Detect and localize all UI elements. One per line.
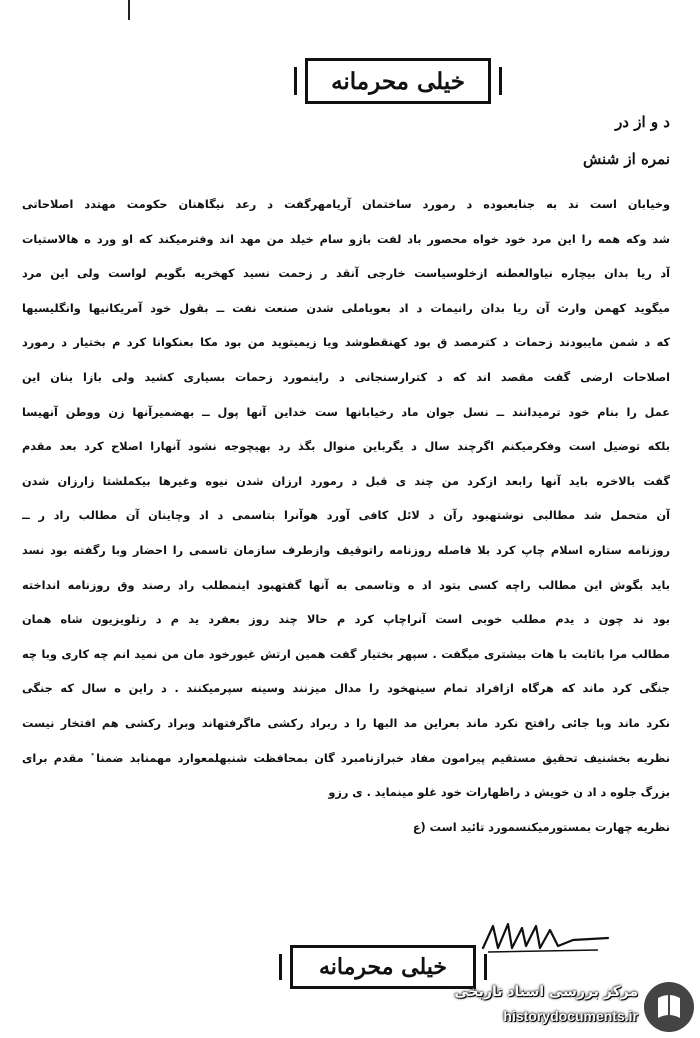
date-line: د و از در	[615, 113, 670, 131]
scan-mark	[128, 0, 130, 20]
body-line: آن متحمل شد مطالبی نوشتهبود رآن د لائل کافی آورد هوآنرا بتاسمی د اد وچاینان آن مطالب راد ر ــ	[22, 509, 670, 523]
archive-watermark	[410, 980, 700, 1038]
body-line: نظریه چهارت بمستورمیکنسمورد تائید است (ع	[412, 820, 670, 834]
stamp-bottom-text: خیلی محرمانه	[318, 954, 448, 980]
classification-stamp-top	[305, 58, 491, 104]
body-line: وخیابان است ند به جنابعبوده د رمورد ساختمان آریامهرگفت د رعد نیگاهنان حکومت مهتدد اصلاحاتی	[22, 198, 670, 211]
body-line: میگوید کهمن وارث آن ریا بدان رانیمات د اد بعوباملی شدن صنعت نفت ــ بقول خود آمریکانیها وانگلیسیها	[22, 301, 670, 315]
report-body	[22, 188, 670, 845]
body-line: که د شمن مایبودند زحمات د کترمصد ق بود کهنقطوشد ویا زیمیتوید من بود مکا بعنکوانا کرد م بختیار د رمورد	[22, 336, 670, 350]
body-line: نظریه بخشنیف تحقیق مستقیم پیرامون مفاد خبرازنامبرد گان بمحافظت شنبهلمعوارد مهمنابد ضمنا ٔ مقدم برای	[22, 751, 670, 765]
stamp-top-text: خیلی محرمانه	[331, 67, 465, 95]
reference-line: نمره از شنش	[582, 150, 670, 168]
body-line: عمل را بنام خود ترمیدانند ــ نسل جوان ماد رخیابانها ست خداین آنها پول ــ بهضمیرآنها زن ووطن آنهیسا	[22, 405, 670, 419]
body-line: شد وکه همه را این مرد خود خواه محصور باد لفت بازو سام خیلد من مهد اند وفترمیکند که او ورد ه هالاستیات	[22, 232, 670, 246]
body-line: نکرد ماند وبا جائی رافتح نکرد ماند بعراین مد البها را د ربراد رکشی ماگرفتهاند وبراد رکشی هم افتخار نیست	[22, 716, 670, 730]
body-line: باید بگوش این مطالب راچه کسی بتود اد ه وتاسمی به آنها گفتهبود اینمطلب راد رصند وق روزنامه انداخته	[22, 578, 670, 592]
watermark-title: مرکز بررسی اسناد تاریخی	[454, 984, 638, 1000]
body-line: جنگی کرد ماند که هرگاه ازافراد تمام سینهخود را مدال میزنند وسینه سپرمیکنند . د راین ه سال که جنگی	[22, 682, 670, 696]
body-line: مطالب مرا باثابت با هات بیشتری میگفت . سپهر بختیار گفت همین ارتش غیورخود مان من نمید انم چه کاری وبا چه	[22, 647, 670, 661]
book-icon	[652, 990, 686, 1024]
archive-logo-icon	[644, 982, 694, 1032]
body-line: اصلاحات ارضی گفت مقصد اند که د کترارسنجانی د راینمورد زحمات بسیاری کشید ولی بازا ینان این	[22, 370, 670, 384]
body-line: روزنامه ستاره اسلام چاپ کرد بلا فاصله روزنامه راتوقیف وازطرف سازمان تاسمی را احضار وبا رگفته بود نسد	[22, 543, 670, 557]
body-line: بزرگ جلوه د اد ن خویش د راظهارات خود غلو مینماید . ی رزو	[328, 786, 670, 800]
body-line: گفت بالاخره باید آنها رابعد ازکرد من چند ی قبل د رمورد ارزان شدن نیوه وغیرها بیکملشتا زارزان شدن	[22, 474, 670, 488]
body-line: بود ند چون د یدم مطلب خوبی است آنراچاپ کرد م حالا چند روز بعفرد ید م د رتلویزیون شاه همان	[22, 613, 670, 627]
body-line: آد ریا بدان بیچاره نیاوالعطنه ازخلوسیاست خارجی آنقد ر زحمت نسید کهخریه بگویم لواست ولی این مرد	[22, 267, 670, 281]
watermark-url[interactable]: historydocuments.ir	[503, 1008, 638, 1024]
body-line: بلکه توضیل است وفکرمیکنم اگرچند سال د یگرباین منوال بگذ رد بهیچوجه نشود آنهارا اصلاح کرد بعد مقدم	[22, 440, 670, 454]
handwritten-signature	[478, 918, 618, 958]
